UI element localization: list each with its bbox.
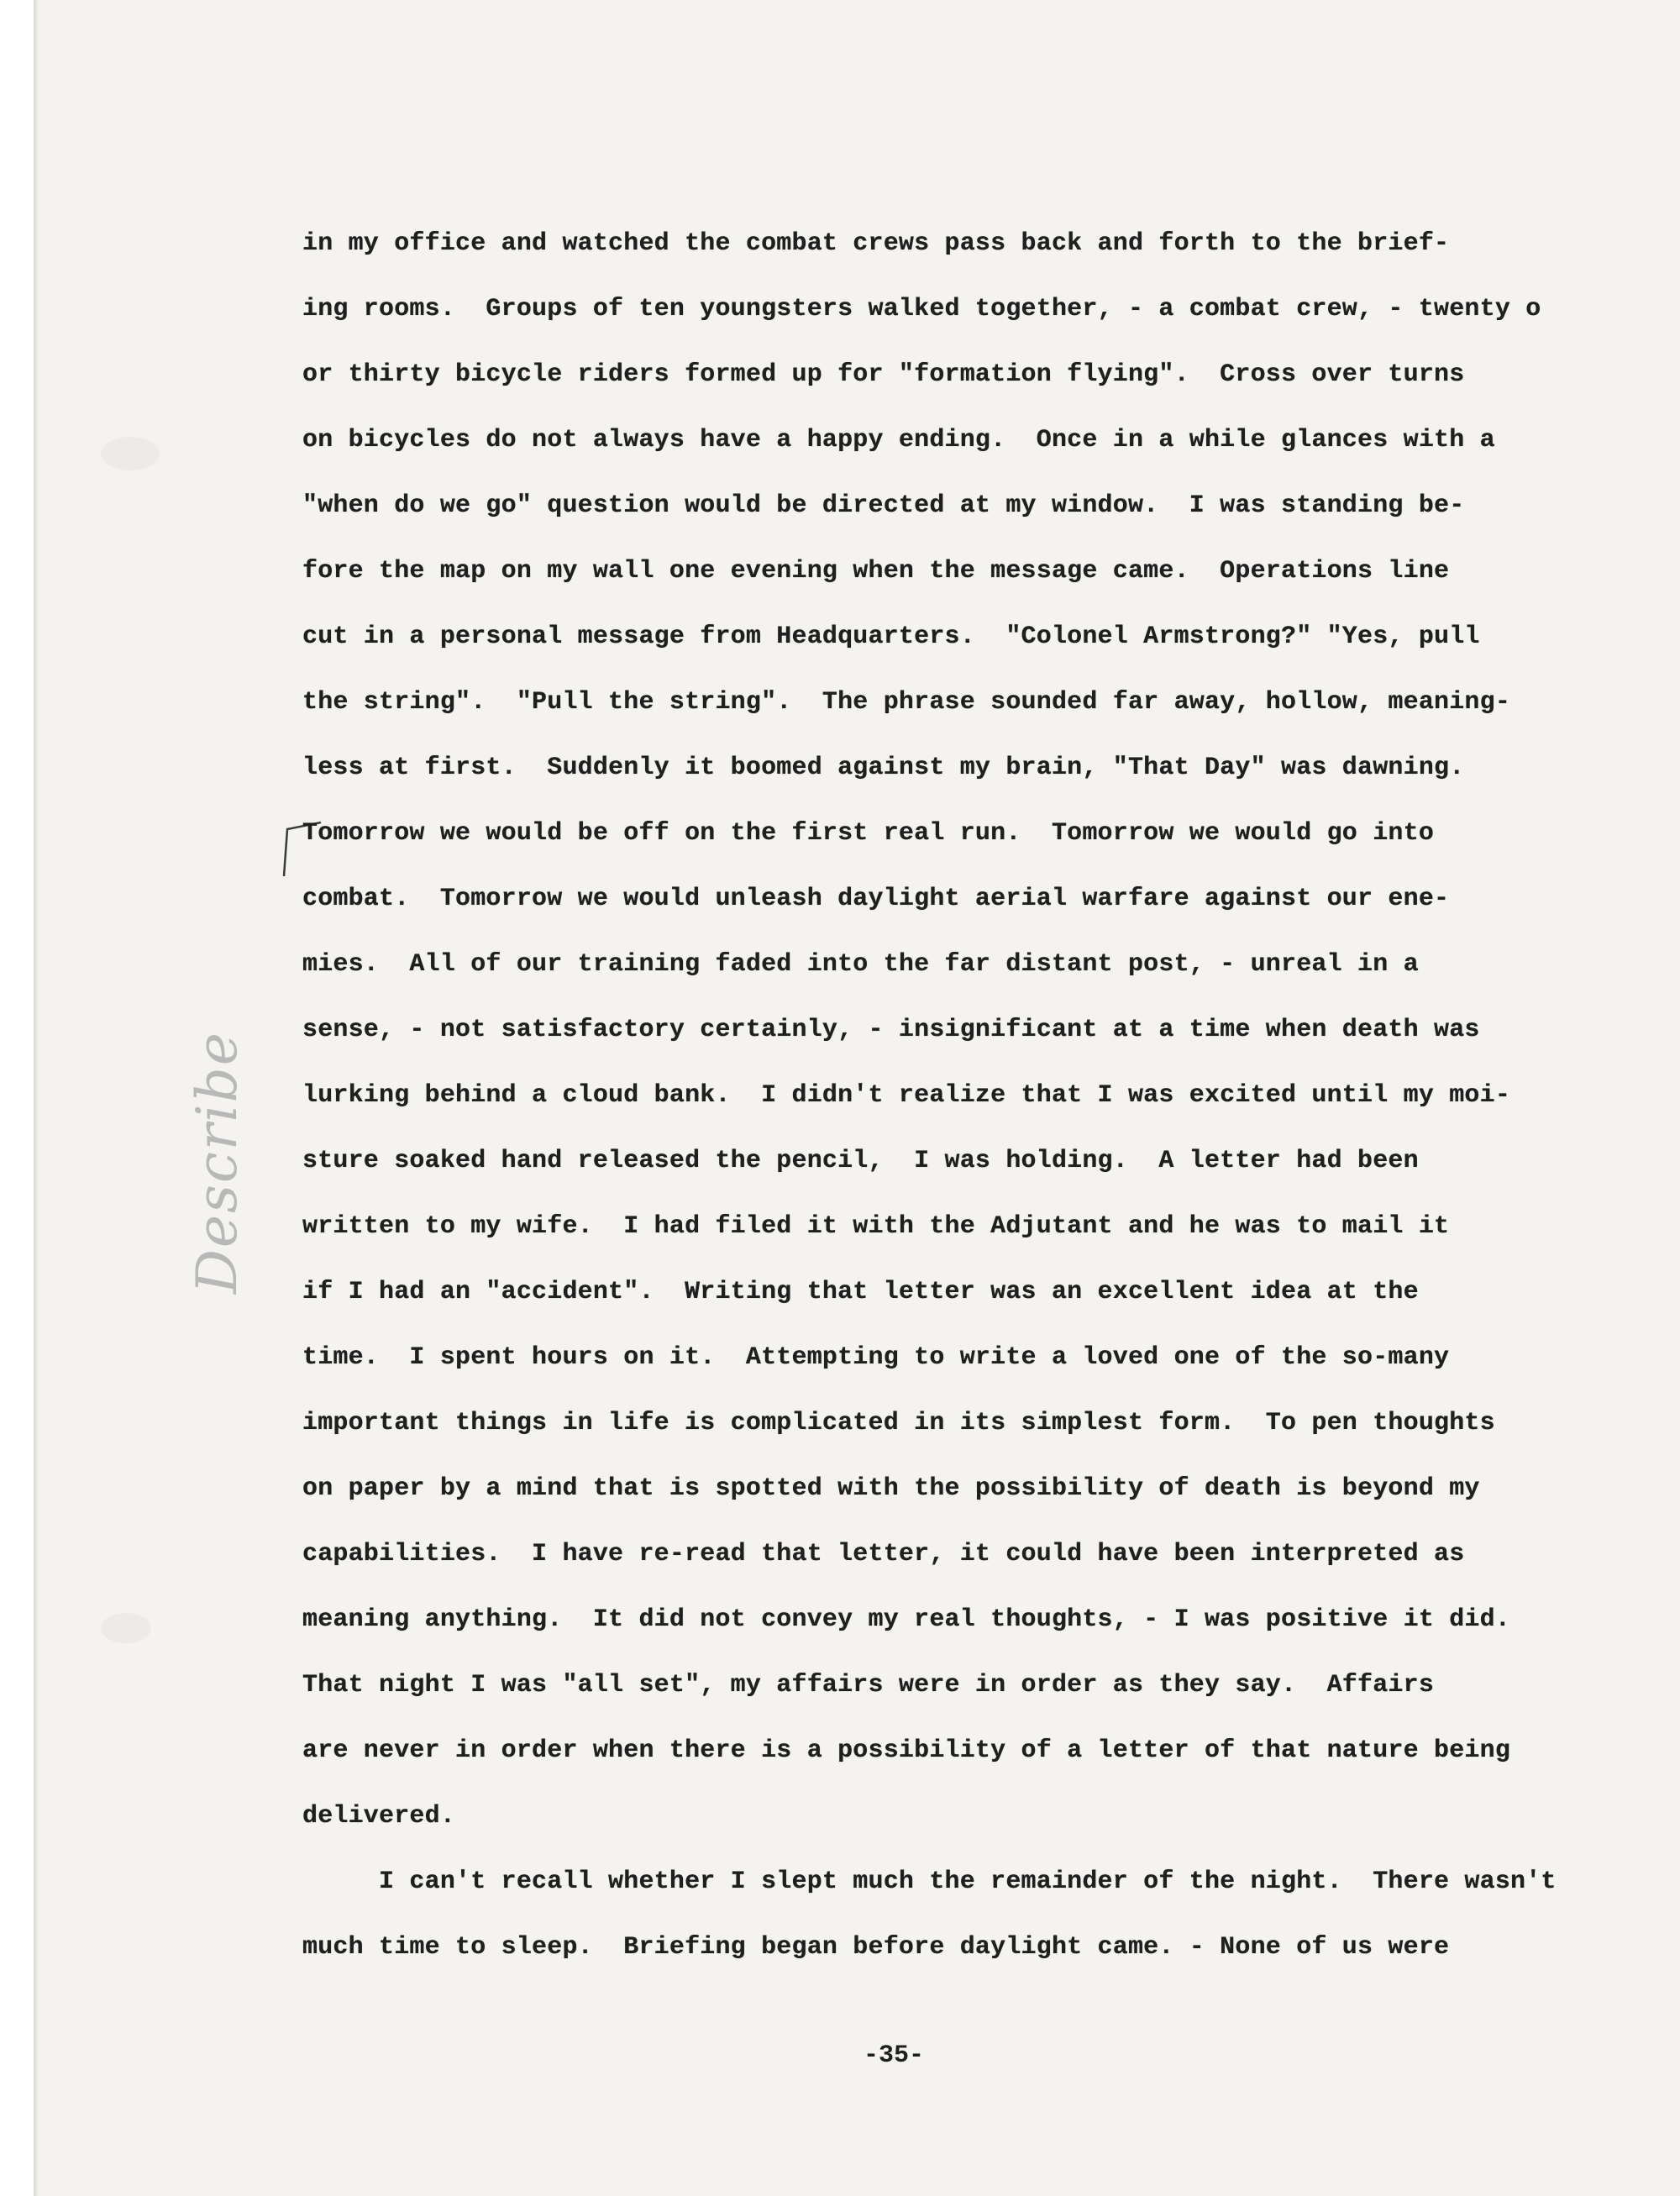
text-line: That night I was "all set", my affairs were in order as they say. Affairs (302, 1671, 1435, 1700)
text-line: on bicycles do not always have a happy ending. Once in a while glances with a (302, 426, 1495, 454)
text-line: much time to sleep. Briefing began before daylight came. - None of us were (302, 1933, 1450, 1962)
text-line: on paper by a mind that is spotted with the possibility of death is beyond my (302, 1474, 1480, 1503)
sheet-edge (34, 0, 39, 2196)
text-line: delivered. (302, 1802, 456, 1831)
text-line: lurking behind a cloud bank. I didn't realize that I was excited until my moi- (302, 1081, 1511, 1110)
text-line: sense, - not satisfactory certainly, - insignificant at a time when death was (302, 1016, 1480, 1044)
text-line: less at first. Suddenly it boomed against my brain, "That Day" was dawning. (302, 754, 1465, 782)
text-line: or thirty bicycle riders formed up for "formation flying". Cross over turns (302, 360, 1465, 389)
text-line: meaning anything. It did not convey my real thoughts, - I was positive it did. (302, 1605, 1511, 1634)
paper-stain (101, 1613, 151, 1643)
text-line: "when do we go" question would be directed at my window. I was standing be- (302, 491, 1465, 520)
text-line: are never in order when there is a possibility of a letter of that nature being (302, 1736, 1511, 1765)
text-line: ing rooms. Groups of ten youngsters walked together, - a combat crew, - twenty o (302, 295, 1541, 323)
page-number: -35- (864, 2041, 925, 2070)
text-line: written to my wife. I had filed it with the Adjutant and he was to mail it (302, 1212, 1450, 1241)
text-line: I can't recall whether I slept much the remainder of the night. There wasn't (302, 1868, 1557, 1896)
paper-stain (101, 437, 160, 470)
text-line: Tomorrow we would be off on the first real run. Tomorrow we would go into (302, 819, 1435, 848)
text-line: fore the map on my wall one evening when the message came. Operations line (302, 557, 1450, 586)
text-line: sture soaked hand released the pencil, I was holding. A letter had been (302, 1147, 1419, 1175)
handwritten-margin-note: Describe (185, 1031, 249, 1294)
text-line: time. I spent hours on it. Attempting to write a loved one of the so-many (302, 1343, 1450, 1372)
text-line: important things in life is complicated in its simplest form. To pen thoughts (302, 1409, 1495, 1437)
text-line: combat. Tomorrow we would unleash daylight aerial warfare against our ene- (302, 885, 1450, 913)
text-line: capabilities. I have re-read that letter, it could have been interpreted as (302, 1540, 1465, 1568)
text-line: in my office and watched the combat crews pass back and forth to the brief- (302, 229, 1450, 258)
text-line: mies. All of our training faded into the far distant post, - unreal in a (302, 950, 1419, 979)
text-line: the string". "Pull the string". The phrase sounded far away, hollow, meaning- (302, 688, 1511, 717)
text-line: cut in a personal message from Headquarters. "Colonel Armstrong?" "Yes, pull (302, 623, 1480, 651)
text-line: if I had an "accident". Writing that letter was an excellent idea at the (302, 1278, 1419, 1306)
